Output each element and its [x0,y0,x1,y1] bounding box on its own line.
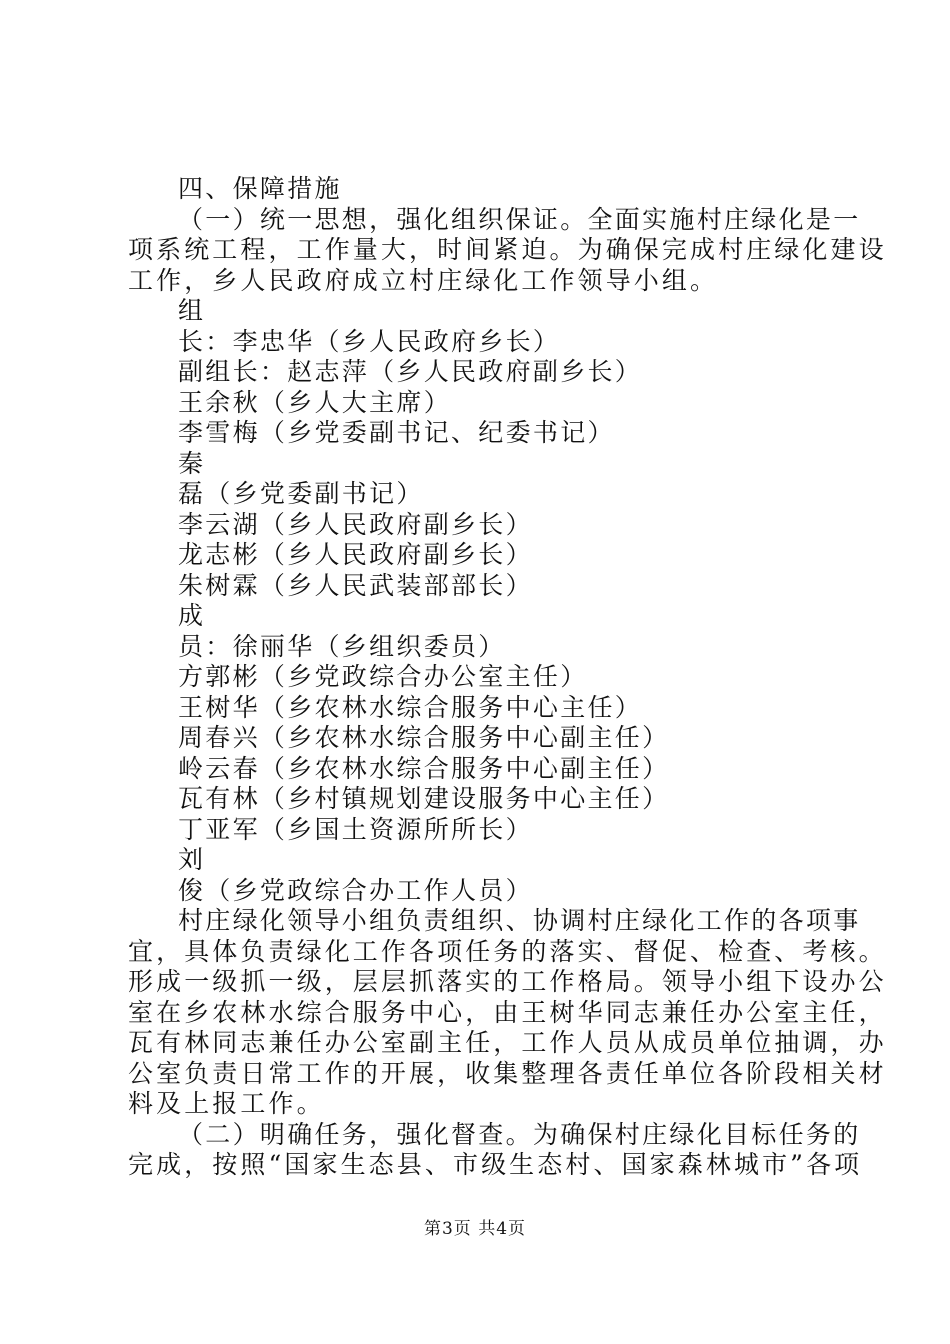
text-line: 副组长：赵志萍（乡人民政府副乡长） [178,357,643,386]
text-line: 王余秋（乡人大主席） [178,387,452,417]
text-line: 李云湖（乡人民政府副乡长） [178,509,533,539]
text-line: 龙志彬（乡人民政府副乡长） [178,540,533,569]
text-line: （一）统一思想，强化组织保证。全面实施村庄绿化是一 [178,204,861,234]
text-line: 公室负责日常工作的开展，收集整理各责任单位各阶段相关材 [128,1058,887,1088]
text-line: 料及上报工作。 [128,1089,325,1118]
text-line: 村庄绿化领导小组负责组织、协调村庄绿化工作的各项事 [178,906,861,935]
text-line: 员：徐丽华（乡组织委员） [178,631,506,661]
text-line: 长：李忠华（乡人民政府乡长） [178,326,561,356]
text-line: 李雪梅（乡党委副书记、纪委书记） [178,418,615,447]
text-line: 丁亚军（乡国土资源所所长） [178,814,533,844]
text-line: 俊（乡党政综合办工作人员） [178,875,533,905]
text-line: 刘 [178,845,206,874]
text-line: 形成一级抓一级，层层抓落实的工作格局。领导小组下设办公 [128,967,887,996]
text-line: 周春兴（乡农林水综合服务中心副主任） [178,723,670,752]
text-line: 瓦有林（乡村镇规划建设服务中心主任） [178,784,670,813]
text-line: 四、保障措施 [178,174,342,203]
text-line: （二）明确任务，强化督查。为确保村庄绿化目标任务的 [178,1119,861,1149]
text-line: 室在乡农林水综合服务中心，由王树华同志兼任办公室主任， [128,997,887,1027]
text-line: 成 [178,601,206,630]
text-line: 项系统工程，工作量大，时间紧迫。为确保完成村庄绿化建设 [128,235,887,264]
text-line: 岭云春（乡农林水综合服务中心副主任） [178,753,670,783]
text-line: 朱树霖（乡人民武装部部长） [178,570,533,600]
text-line: 工作，乡人民政府成立村庄绿化工作领导小组。 [128,265,719,295]
page-footer: 第3页 共4页 [423,1219,527,1239]
text-line: 磊（乡党委副书记） [178,479,424,508]
text-line: 王树华（乡农林水综合服务中心主任） [178,692,643,722]
text-line: 方郭彬（乡党政综合办公室主任） [178,662,588,691]
text-line: 完成，按照“国家生态县、市级生态村、国家森林城市”各项 [128,1150,863,1179]
text-line: 组 [178,296,206,325]
document-body [128,174,887,1181]
text-line: 宜，具体负责绿化工作各项任务的落实、督促、检查、考核。 [128,936,887,966]
text-line: 秦 [178,448,206,478]
text-line: 瓦有林同志兼任办公室副主任，工作人员从成员单位抽调，办 [128,1028,887,1057]
